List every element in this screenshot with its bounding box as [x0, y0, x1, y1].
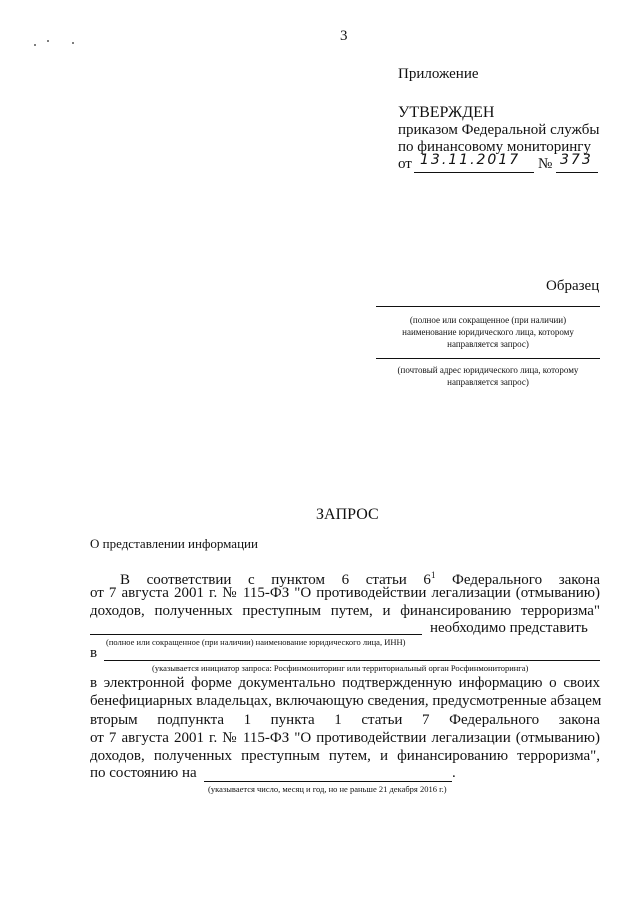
scan-speck — [47, 40, 49, 42]
approved-label: УТВЕРЖДЕН — [398, 104, 495, 121]
body-line-5-prefix: в — [90, 645, 98, 661]
body-text: Федерального закона — [435, 572, 600, 588]
addressee-address-caption — [368, 364, 608, 388]
body-line-10: доходов, полученных преступным путем, и финансированию терроризма", — [90, 748, 600, 764]
subject-line: О представлении информации — [90, 536, 258, 551]
number-underline — [556, 172, 598, 173]
body-line-4: необходимо представить — [430, 620, 588, 636]
initiator-caption: (указывается инициатор запроса: Росфинмониторинг или территориальный орган Росфинмониторинга) — [152, 663, 529, 673]
date-prefix: от — [398, 156, 412, 172]
initiator-line — [104, 660, 600, 661]
body-line-2: от 7 августа 2001 г. № 115-ФЗ "О противодействии легализации (отмыванию) — [90, 585, 600, 601]
body-line-6: в электронной форме документально подтвержденную информацию о своих — [90, 675, 600, 691]
entity-name-line — [90, 634, 422, 635]
handwritten-number: 373 — [560, 152, 593, 168]
scan-speck — [34, 44, 36, 46]
body-text: В соответствии с пунктом 6 статьи 6 — [120, 572, 431, 588]
order-line-2: по финансовому мониторингу — [398, 139, 591, 155]
addressee-address-caption-line: направляется запрос) — [447, 377, 529, 387]
handwritten-date: 13.11.2017 — [420, 152, 521, 168]
date-field-caption: (указывается число, месяц и год, но не раньше 21 декабря 2016 г.) — [208, 784, 447, 794]
addressee-address-caption-line: (почтовый адрес юридического лица, которому — [397, 365, 579, 375]
sample-label: Образец — [546, 278, 600, 294]
addressee-address-line — [376, 358, 600, 359]
body-line-7: бенефициарных владельцах, включающую сведения, предусмотренные абзацем — [90, 693, 602, 709]
order-line-1: приказом Федеральной службы — [398, 122, 600, 138]
number-prefix: № — [538, 156, 553, 172]
date-underline — [414, 172, 534, 173]
body-line-9: от 7 августа 2001 г. № 115-ФЗ "О противодействии легализации (отмыванию) — [90, 730, 600, 746]
appendix-label: Приложение — [398, 66, 479, 82]
scan-speck — [72, 42, 74, 44]
addressee-name-line — [376, 306, 600, 307]
body-line-11-suffix: . — [452, 765, 456, 781]
addressee-name-caption — [372, 314, 604, 350]
superscript: 1 — [430, 570, 436, 580]
addressee-name-caption-line: (полное или сокращенное (при наличии) — [409, 315, 567, 325]
addressee-name-caption-line: наименование юридического лица, которому — [402, 327, 574, 337]
body-line-8: вторым подпункта 1 пункта 1 статьи 7 Федерального закона — [90, 712, 600, 728]
document-title: ЗАПРОС — [316, 506, 379, 523]
date-field-line — [204, 781, 452, 782]
entity-name-caption: (полное или сокращенное (при наличии) наименование юридического лица, ИНН) — [106, 637, 406, 647]
addressee-name-caption-line: направляется запрос) — [447, 339, 529, 349]
body-line-11-prefix: по состоянию на — [90, 765, 197, 781]
page-number: 3 — [340, 28, 348, 44]
body-line-3: доходов, полученных преступным путем, и финансированию терроризма" — [90, 603, 600, 619]
